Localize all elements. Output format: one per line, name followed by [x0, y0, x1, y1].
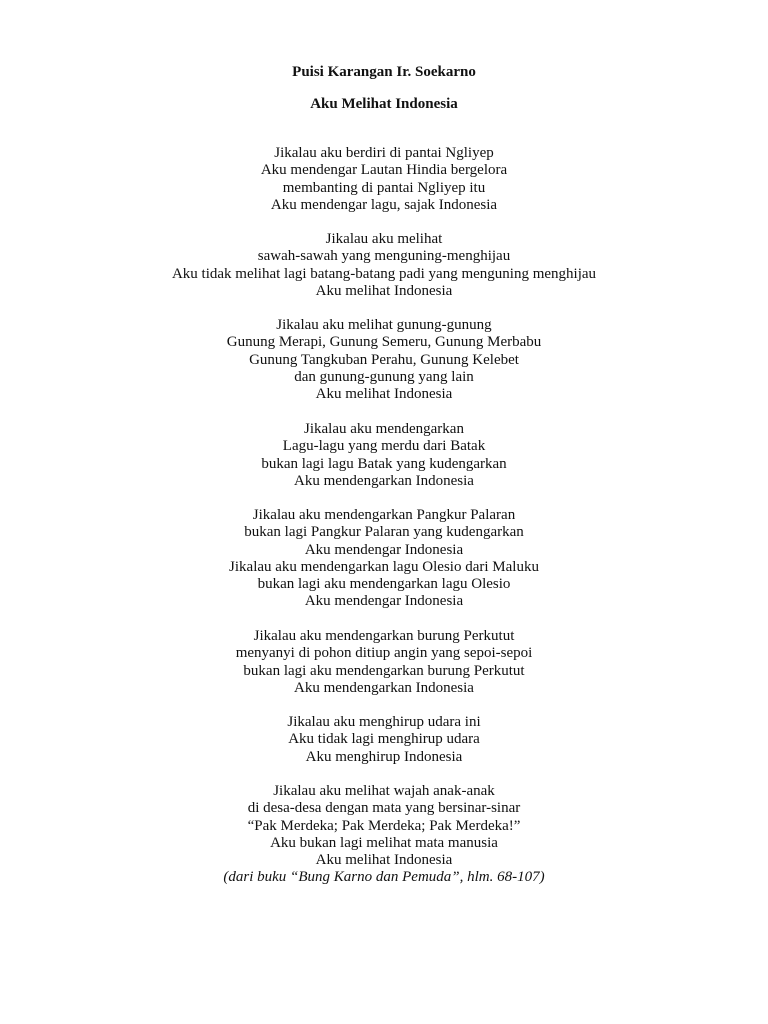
stanza-7	[0, 714, 768, 766]
poem-line: Jikalau aku melihat	[325, 231, 443, 247]
poem-line: bukan lagi aku mendengarkan burung Perkutut	[243, 662, 525, 679]
poem-line: Aku menghirup Indonesia	[305, 748, 463, 765]
poem-line: sawah-sawah yang menguning-menghijau	[257, 248, 511, 265]
poem-title: Aku Melihat Indonesia	[310, 96, 458, 112]
poem-line: Aku melihat Indonesia	[315, 852, 453, 869]
poem-line: Gunung Merapi, Gunung Semeru, Gunung Merbabu	[226, 334, 542, 351]
poem-line: Aku mendengarkan Indonesia	[294, 679, 474, 696]
poem-line: menyanyi di pohon ditiup angin yang sepoi-sepoi	[235, 645, 533, 662]
poem-line: Jikalau aku melihat wajah anak-anak	[273, 783, 495, 799]
poem-line: Jikalau aku mendengarkan burung Perkutut	[253, 628, 515, 644]
poem-line: Jikalau aku menghirup udara ini	[287, 714, 481, 730]
poem-line: dan gunung-gunung yang lain	[294, 368, 474, 385]
stanza-8	[0, 783, 768, 887]
poem-line: Jikalau aku mendengarkan Pangkur Palaran	[252, 507, 516, 523]
poem-line: Aku mendengar Lautan Hindia bergelora	[260, 162, 508, 179]
poem-line: Aku mendengar Indonesia	[304, 593, 464, 610]
poem-line: Aku melihat Indonesia	[315, 386, 453, 403]
stanza-3	[0, 317, 768, 403]
poem-line: Aku tidak lagi menghirup udara	[288, 731, 480, 748]
stanza-1	[0, 145, 768, 214]
stanza-5	[0, 507, 768, 611]
poem-line: bukan lagi aku mendengarkan lagu Olesio	[257, 576, 511, 593]
poem-line: Jikalau aku mendengarkan lagu Olesio dari Maluku	[229, 558, 539, 575]
stanza-4	[0, 421, 768, 490]
poem-line: Aku mendengarkan Indonesia	[294, 472, 474, 489]
poem-line: Jikalau aku melihat gunung-gunung	[276, 317, 492, 333]
poem-line: bukan lagi Pangkur Palaran yang kudengarkan	[244, 524, 524, 541]
poem-line: Aku tidak melihat lagi batang-batang padi yang menguning menghijau	[171, 265, 597, 282]
stanza-6	[0, 628, 768, 697]
poem-line: Lagu-lagu yang merdu dari Batak	[282, 438, 486, 455]
source-citation: (dari buku “Bung Karno dan Pemuda”, hlm. 68-107)	[223, 869, 545, 886]
poem-line: bukan lagi lagu Batak yang kudengarkan	[261, 455, 507, 472]
poem-line: Aku mendengar Indonesia	[304, 541, 464, 558]
poem-line: Aku melihat Indonesia	[315, 282, 453, 299]
poem-line: Jikalau aku mendengarkan	[304, 421, 464, 437]
poem-line: Gunung Tangkuban Perahu, Gunung Kelebet	[249, 351, 519, 368]
poem-heading: Puisi Karangan Ir. Soekarno	[292, 64, 476, 80]
poem-line: Jikalau aku berdiri di pantai Ngliyep	[274, 145, 494, 161]
poem-line: Aku mendengar lagu, sajak Indonesia	[270, 196, 498, 213]
stanza-2	[0, 231, 768, 300]
poem-line: membanting di pantai Ngliyep itu	[282, 179, 486, 196]
poem-line: Aku bukan lagi melihat mata manusia	[270, 834, 498, 851]
poem-line: di desa-desa dengan mata yang bersinar-sinar	[247, 800, 521, 817]
poem-line: “Pak Merdeka; Pak Merdeka; Pak Merdeka!”	[247, 817, 521, 834]
